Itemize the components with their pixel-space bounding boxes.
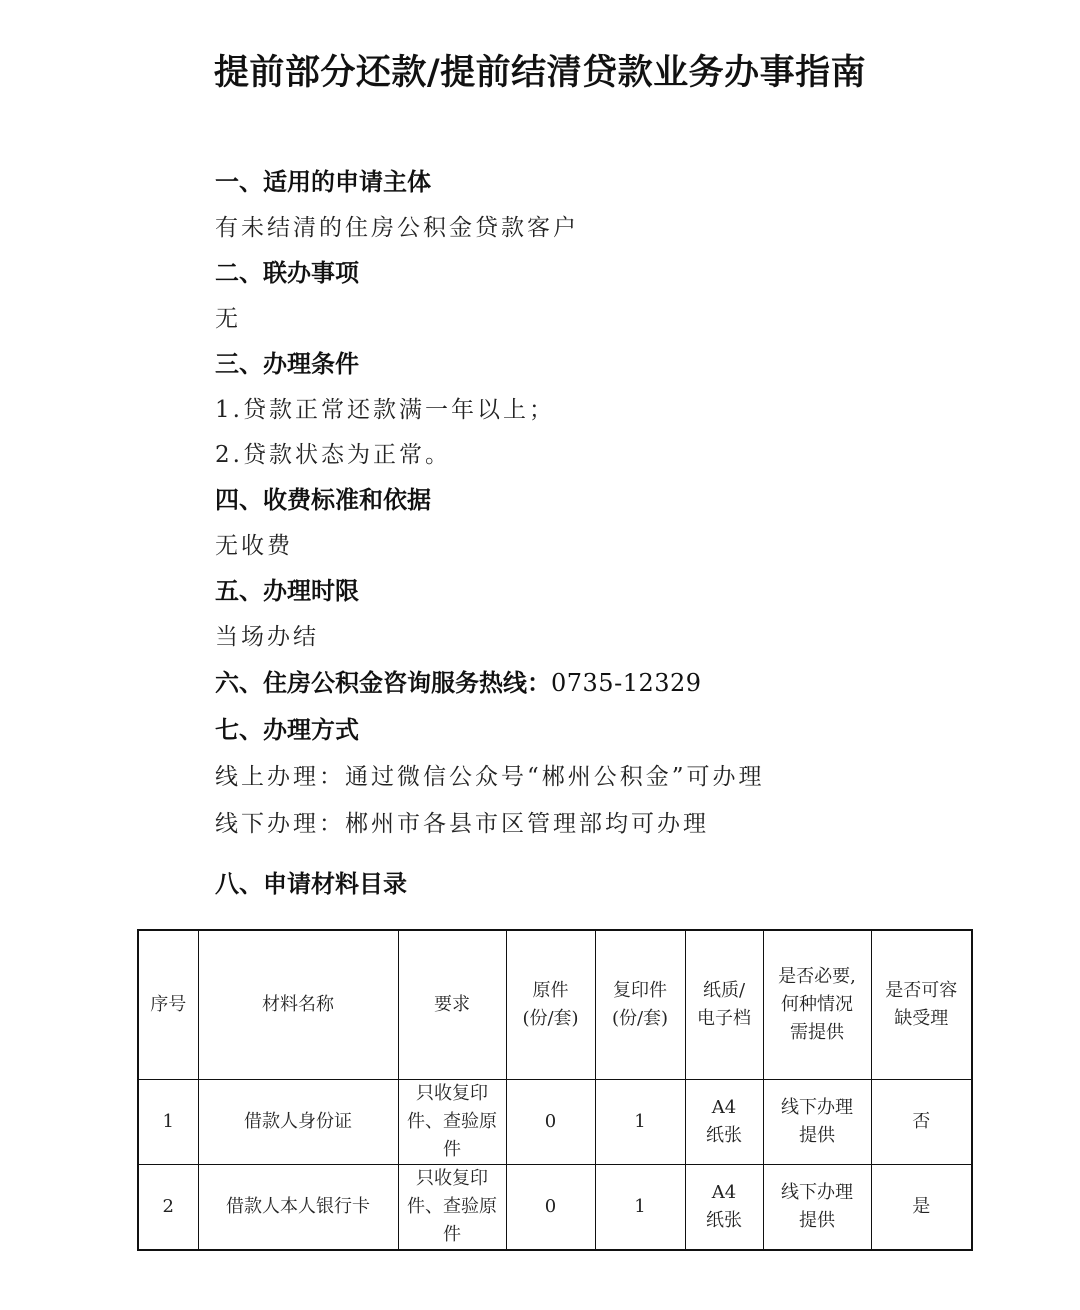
section-7-offline: 线下办理：郴州市各县市区管理部均可办理 bbox=[215, 811, 709, 837]
header-necessity-line-1: 是否必要, bbox=[778, 966, 856, 987]
table-row bbox=[138, 1165, 972, 1251]
cell-requirement-line-2: 件、查验原 bbox=[407, 1196, 497, 1217]
section-3-item-2: 2.贷款状态为正常。 bbox=[215, 442, 451, 468]
header-waivable-line-1: 是否可容 bbox=[885, 980, 958, 1001]
cell-copy: 1 bbox=[595, 1165, 685, 1251]
cell-name: 借款人身份证 bbox=[198, 1080, 398, 1165]
cell-requirement bbox=[398, 1165, 506, 1251]
section-8-heading: 八、申请材料目录 bbox=[215, 870, 407, 898]
section-5-body: 当场办结 bbox=[215, 624, 319, 650]
cell-necessity-line-2: 提供 bbox=[799, 1210, 835, 1231]
cell-name: 借款人本人银行卡 bbox=[198, 1165, 398, 1251]
cell-requirement-line-3: 件 bbox=[443, 1139, 461, 1160]
header-name: 材料名称 bbox=[198, 930, 398, 1080]
table-header-row bbox=[138, 930, 972, 1080]
cell-medium-line-1: A4 bbox=[711, 1182, 737, 1203]
header-copy-line-1: 复印件 bbox=[613, 980, 667, 1001]
header-medium-line-2: 电子档 bbox=[697, 1008, 751, 1029]
cell-requirement bbox=[398, 1080, 506, 1165]
cell-necessity-line-1: 线下办理 bbox=[781, 1182, 853, 1203]
section-6-heading: 六、住房公积金咨询服务热线： bbox=[215, 669, 551, 697]
cell-waivable: 是 bbox=[871, 1165, 972, 1251]
section-4-heading: 四、收费标准和依据 bbox=[215, 486, 431, 514]
cell-medium bbox=[685, 1080, 763, 1165]
cell-necessity bbox=[763, 1165, 871, 1251]
cell-requirement-line-1: 只收复印 bbox=[416, 1168, 488, 1189]
header-original-line-2: (份/套) bbox=[522, 1008, 579, 1029]
cell-index: 1 bbox=[138, 1080, 198, 1165]
cell-requirement-line-1: 只收复印 bbox=[416, 1083, 488, 1104]
cell-copy: 1 bbox=[595, 1080, 685, 1165]
section-7-heading: 七、办理方式 bbox=[215, 716, 359, 744]
header-waivable bbox=[871, 930, 972, 1080]
section-1-heading: 一、适用的申请主体 bbox=[215, 168, 431, 196]
section-5-heading: 五、办理时限 bbox=[215, 577, 359, 605]
header-original bbox=[506, 930, 595, 1080]
cell-index: 2 bbox=[138, 1165, 198, 1251]
cell-requirement-line-2: 件、查验原 bbox=[407, 1111, 497, 1132]
header-index: 序号 bbox=[138, 930, 198, 1080]
document-title: 提前部分还款/提前结清贷款业务办事指南 bbox=[213, 53, 867, 93]
header-necessity-line-2: 何种情况 bbox=[781, 994, 853, 1015]
section-2-body: 无 bbox=[215, 306, 241, 332]
header-medium bbox=[685, 930, 763, 1080]
materials-table bbox=[137, 929, 973, 1251]
header-necessity-line-3: 需提供 bbox=[790, 1022, 844, 1043]
cell-necessity-line-1: 线下办理 bbox=[781, 1097, 853, 1118]
cell-medium bbox=[685, 1165, 763, 1251]
section-3-heading: 三、办理条件 bbox=[215, 350, 359, 378]
section-7-online: 线上办理：通过微信公众号“郴州公积金”可办理 bbox=[215, 764, 765, 790]
section-1-body: 有未结清的住房公积金贷款客户 bbox=[215, 215, 579, 241]
cell-necessity-line-2: 提供 bbox=[799, 1125, 835, 1146]
table-row bbox=[138, 1080, 972, 1165]
header-copy bbox=[595, 930, 685, 1080]
header-waivable-line-2: 缺受理 bbox=[894, 1008, 949, 1029]
header-copy-line-2: (份/套) bbox=[611, 1008, 669, 1029]
header-original-line-1: 原件 bbox=[532, 980, 569, 1001]
section-6-heading-line bbox=[215, 666, 702, 700]
cell-original: 0 bbox=[506, 1080, 595, 1165]
cell-original: 0 bbox=[506, 1165, 595, 1251]
header-requirement: 要求 bbox=[398, 930, 506, 1080]
cell-medium-line-2: 纸张 bbox=[706, 1210, 742, 1231]
cell-requirement-line-3: 件 bbox=[443, 1224, 461, 1245]
section-2-heading: 二、联办事项 bbox=[215, 259, 359, 287]
header-necessity bbox=[763, 930, 871, 1080]
cell-medium-line-2: 纸张 bbox=[706, 1125, 742, 1146]
section-4-body: 无收费 bbox=[215, 533, 293, 559]
cell-waivable: 否 bbox=[871, 1080, 972, 1165]
hotline-number: 0735-12329 bbox=[551, 669, 702, 697]
cell-medium-line-1: A4 bbox=[711, 1097, 737, 1118]
header-medium-line-1: 纸质/ bbox=[702, 980, 746, 1001]
section-3-item-1: 1.贷款正常还款满一年以上； bbox=[215, 397, 555, 423]
cell-necessity bbox=[763, 1080, 871, 1165]
